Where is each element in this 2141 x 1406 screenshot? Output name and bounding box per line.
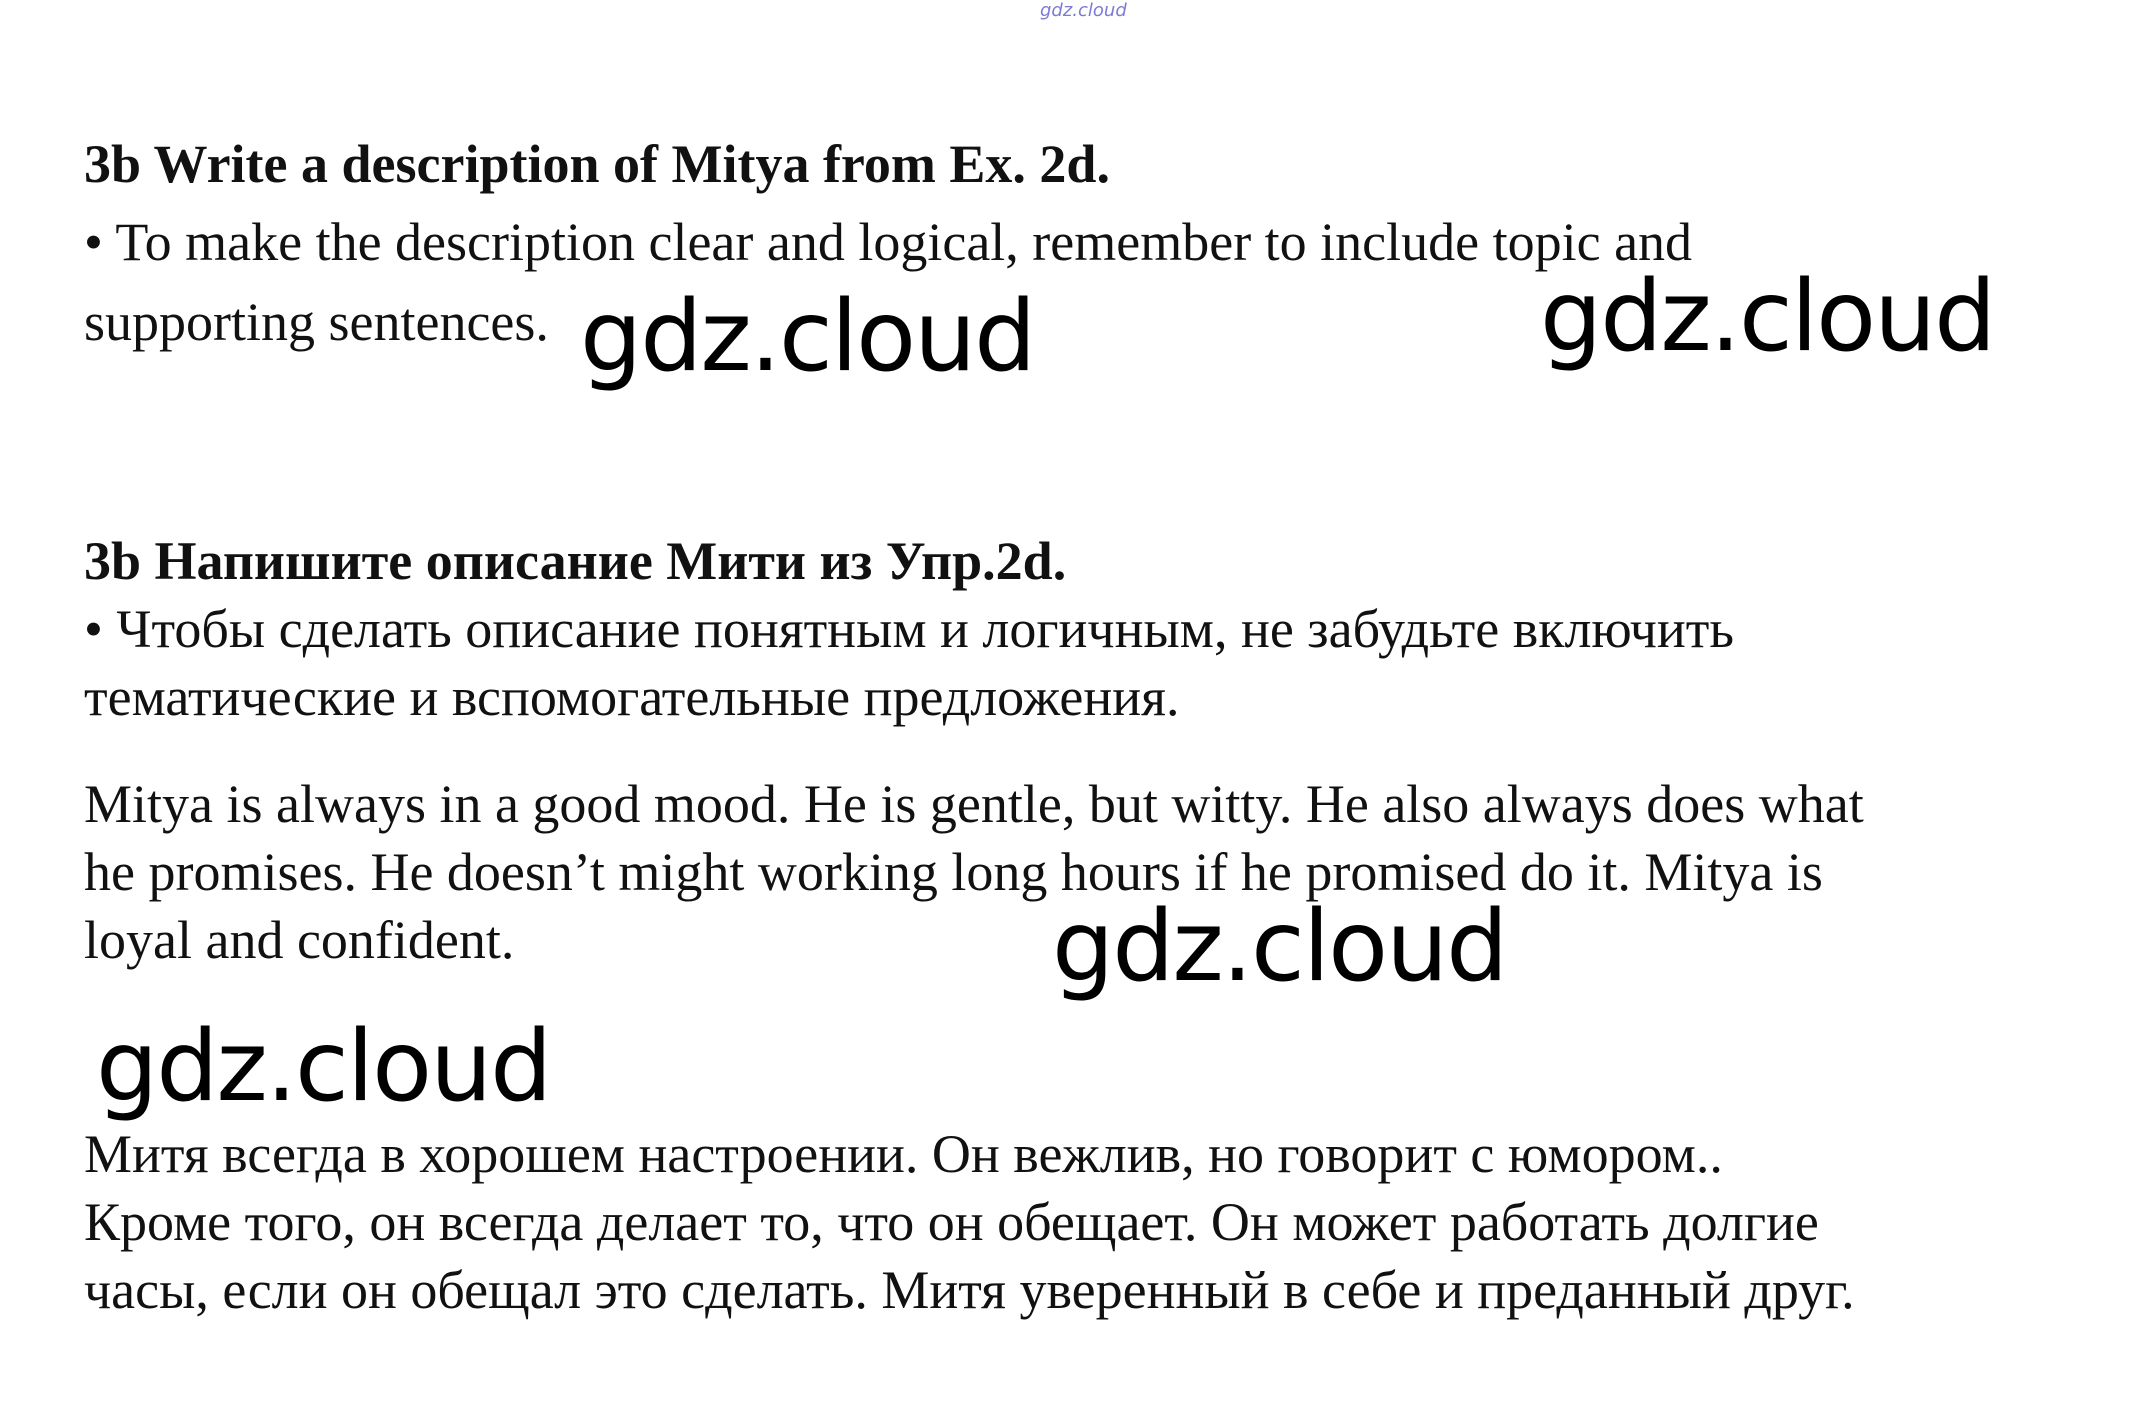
answer-en-line3: loyal and confident. bbox=[84, 910, 515, 970]
watermark-gdz-cloud: gdz.cloud bbox=[1540, 260, 1995, 374]
task-heading-ru: 3b Напишите описание Мити из Упр.2d. bbox=[84, 531, 1067, 591]
watermark-gdz-cloud: gdz.cloud bbox=[1052, 890, 1507, 1004]
answer-ru-line3: часы, если он обещал это сделать. Митя уверенный в себе и преданный друг. bbox=[84, 1260, 1855, 1320]
task-heading-en: 3b Write a description of Mitya from Ex. 2d. bbox=[84, 134, 1110, 194]
answer-ru-line1: Митя всегда в хорошем настроении. Он вежлив, но говорит с юмором.. bbox=[84, 1124, 1723, 1184]
task-instruction-en-line2: supporting sentences. bbox=[84, 292, 549, 352]
top-watermark-mark: gdz.cloud bbox=[1040, 0, 1127, 21]
task-instruction-ru-line2: тематические и вспомогательные предложения. bbox=[84, 667, 1180, 727]
answer-ru-line2: Кроме того, он всегда делает то, что он обещает. Он может работать долгие bbox=[84, 1192, 1819, 1252]
task-instruction-ru-line1: • Чтобы сделать описание понятным и логичным, не забудьте включить bbox=[84, 599, 1734, 659]
answer-en-line2: he promises. He doesn’t might working long hours if he promised do it. Mitya is bbox=[84, 842, 1823, 902]
watermark-gdz-cloud: gdz.cloud bbox=[96, 1010, 551, 1124]
answer-en-line1: Mitya is always in a good mood. He is gentle, but witty. He also always does what bbox=[84, 774, 1864, 834]
watermark-gdz-cloud: gdz.cloud bbox=[580, 280, 1035, 394]
task-instruction-en-line1: • To make the description clear and logical, remember to include topic and bbox=[84, 212, 1693, 272]
